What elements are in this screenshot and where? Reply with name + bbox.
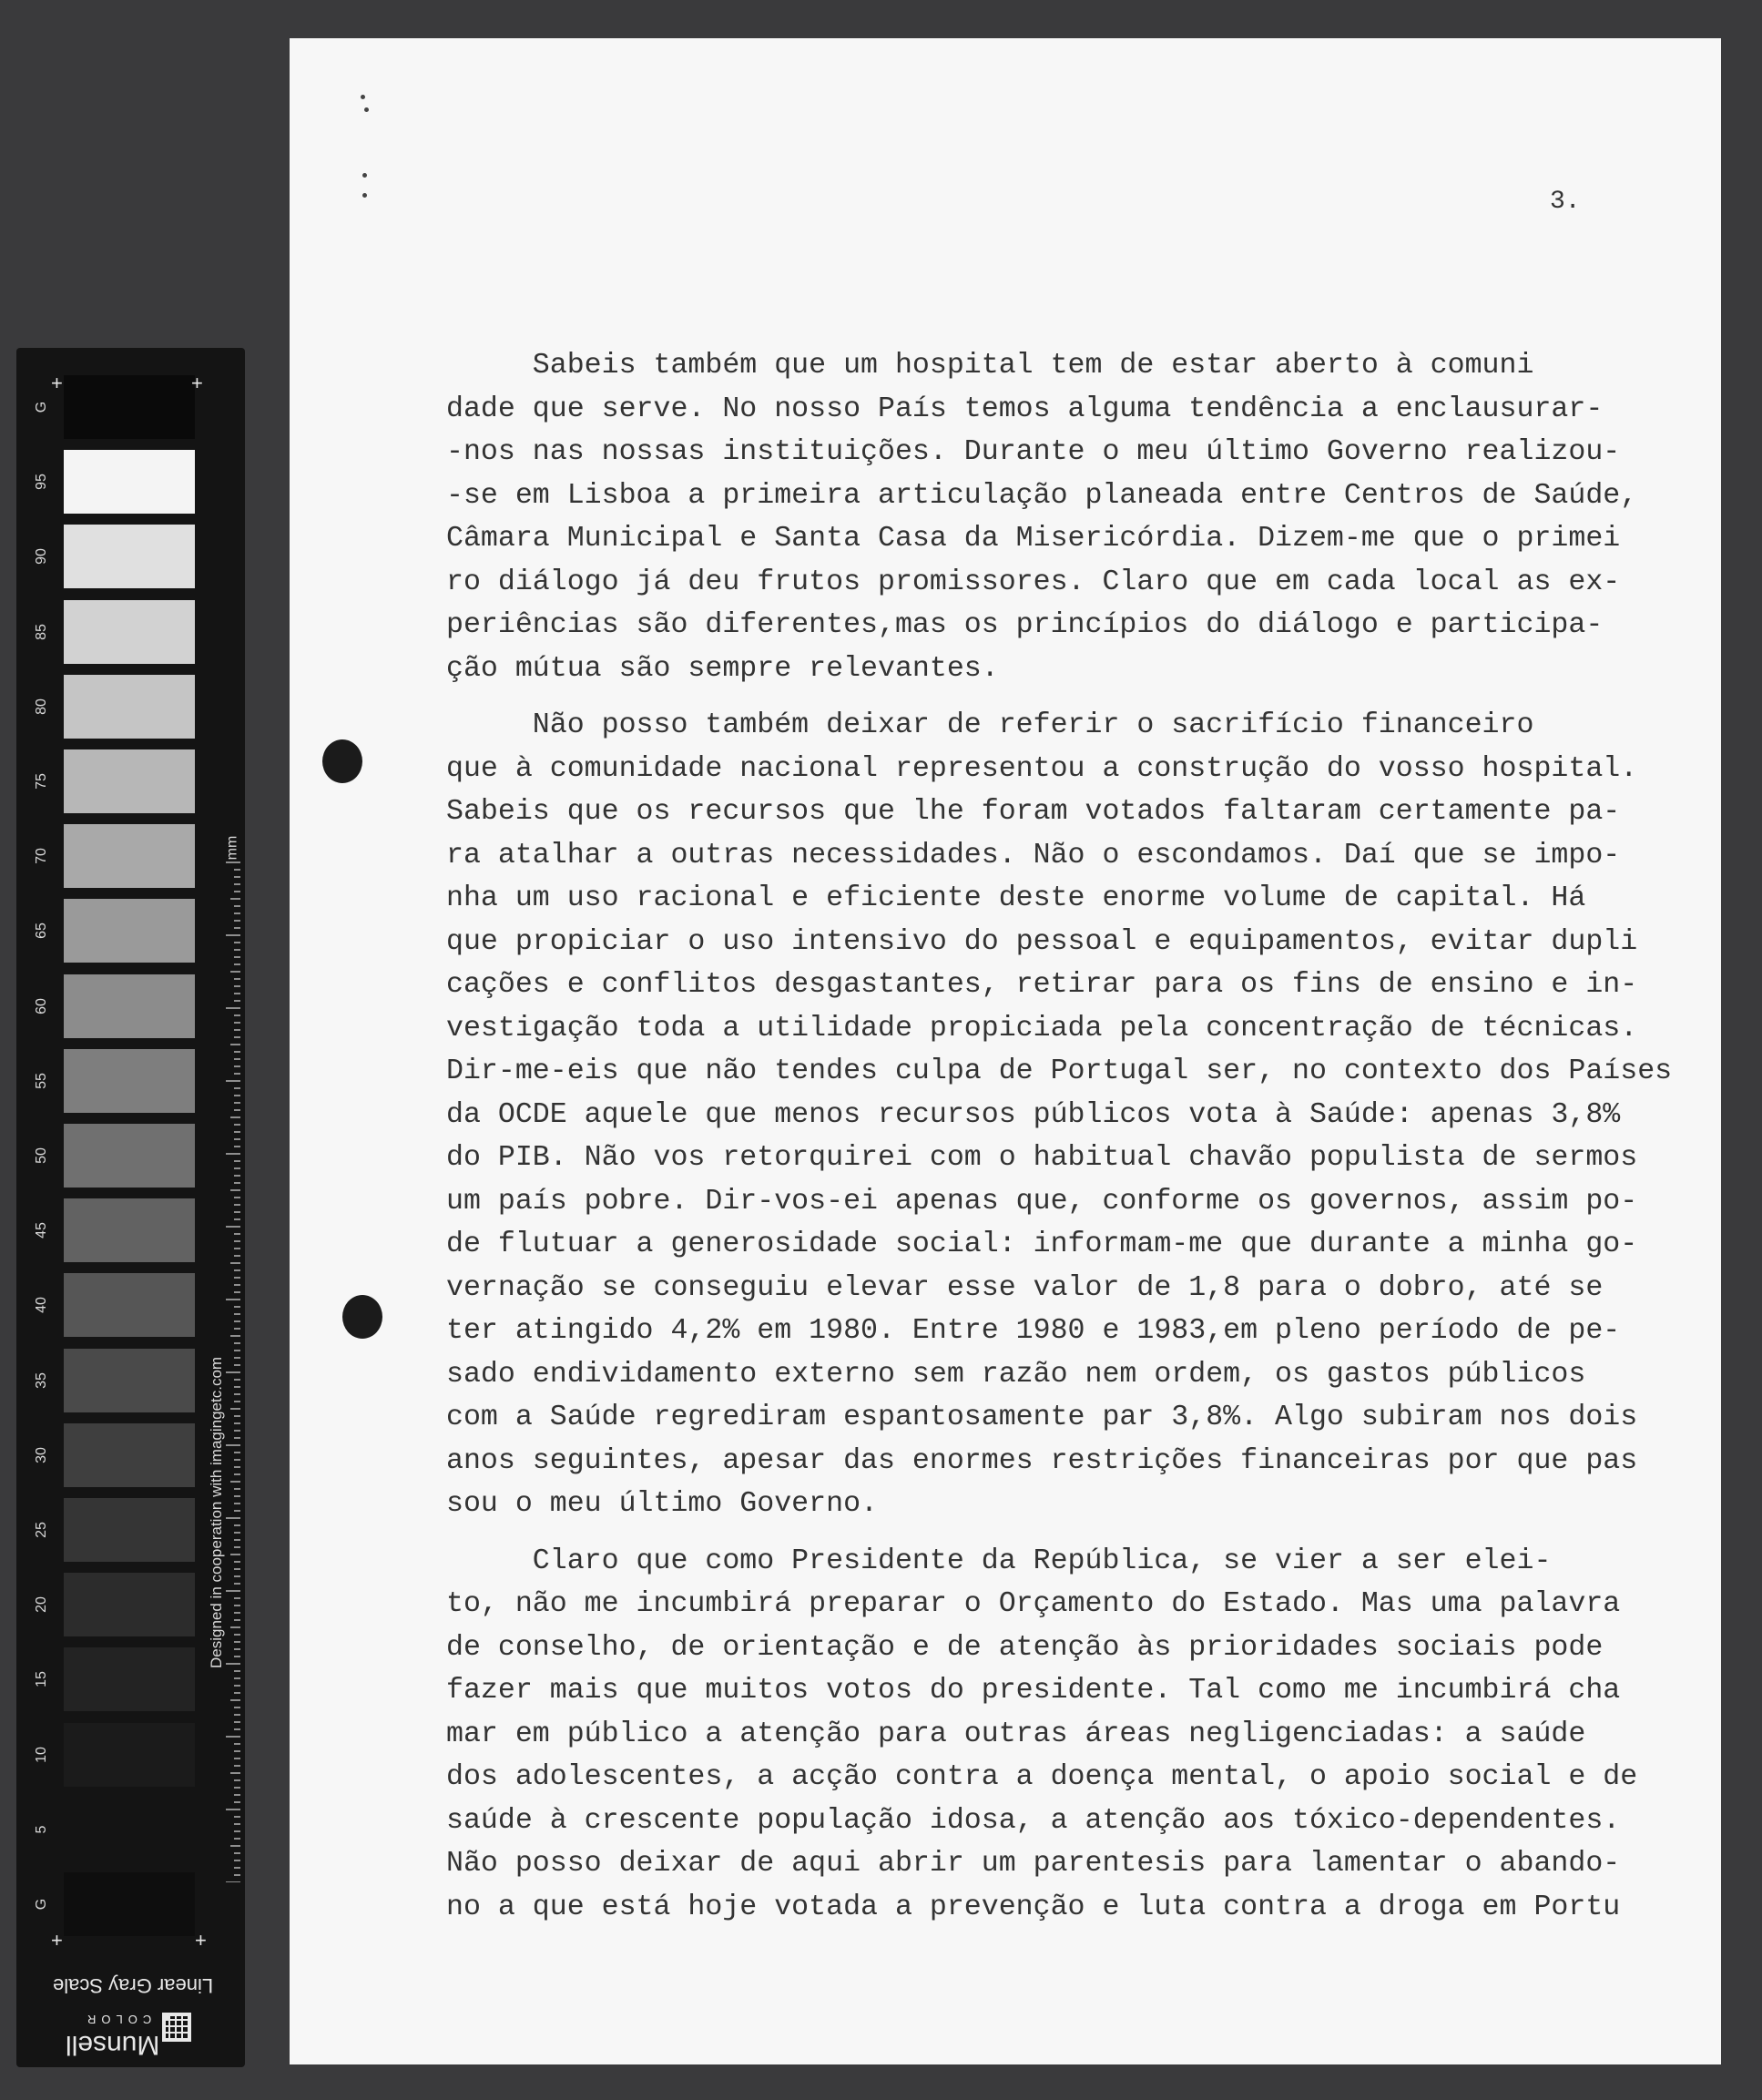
- text-line: ro diálogo já deu frutos promissores. Claro que em cada local as ex-: [446, 566, 1621, 598]
- text-line: anos seguintes, apesar das enormes restrições financeiras por que pas: [446, 1444, 1638, 1477]
- plus-mark: +: [51, 1929, 63, 1952]
- gray-scale-number: 15: [34, 1671, 49, 1688]
- text-line: de flutuar a generosidade social: informam-me que durante a minha go-: [446, 1228, 1638, 1260]
- paragraph: [446, 704, 1721, 1526]
- gray-scale-number: 20: [34, 1596, 49, 1614]
- text-line: periências são diferentes,mas os princípios do diálogo e participa-: [446, 609, 1604, 641]
- gray-swatch: [64, 1647, 195, 1711]
- text-line: fazer mais que muitos votos do presidente. Tal como me incumbirá cha: [446, 1675, 1621, 1707]
- text-line: no a que está hoje votada a prevenção e luta contra a droga em Portu: [446, 1891, 1621, 1923]
- text-line: com a Saúde regrediram espantosamente par 3,8%. Algo subiram nos dois: [446, 1402, 1638, 1433]
- designed-by-text: Designed in cooperation with imagingetc.com: [208, 1356, 225, 1668]
- gray-swatch: [64, 824, 195, 888]
- text-line: sou o meu último Governo.: [446, 1488, 878, 1520]
- gray-swatch: [64, 1723, 195, 1787]
- gray-scale-card: [16, 348, 245, 2067]
- plus-mark: +: [51, 372, 63, 394]
- gray-swatch: [64, 749, 195, 813]
- text-line: dos adolescentes, a acção contra a doença mental, o apoio social e de: [446, 1761, 1638, 1793]
- gray-scale-number: 55: [34, 1072, 49, 1089]
- text-line: -nos nas nossas instituições. Durante o meu último Governo realizou-: [446, 436, 1621, 468]
- gray-swatch: [64, 1349, 195, 1412]
- gray-swatch: [64, 675, 195, 739]
- gray-swatch: [64, 1049, 195, 1113]
- gray-scale-number: 35: [34, 1371, 49, 1389]
- gray-scale-number: 75: [34, 773, 49, 790]
- text-line: Não posso também deixar de referir o sacrifício financeiro: [446, 709, 1534, 741]
- gray-scale-number: 5: [34, 1825, 49, 1834]
- gray-scale-number: 45: [34, 1222, 49, 1239]
- text-line: de conselho, de orientação e de atenção às prioridades sociais pode: [446, 1631, 1604, 1664]
- text-line: -se em Lisboa a primeira articulação planeada entre Centros de Saúde,: [446, 479, 1638, 512]
- gray-scale-number: 30: [34, 1446, 49, 1463]
- gray-swatch: [64, 1573, 195, 1636]
- text-line: mar em público a atenção para outras áreas negligenciadas: a saúde: [446, 1718, 1586, 1750]
- text-line: Sabeis que os recursos que lhe foram votados faltaram certamente pa-: [446, 796, 1621, 828]
- gray-swatch: [64, 1423, 195, 1487]
- mm-label: mm: [224, 835, 240, 861]
- text-line: um país pobre. Dir-vos-ei apenas que, conforme os governos, assim po-: [446, 1185, 1638, 1218]
- gray-scale-number: 50: [34, 1147, 49, 1164]
- text-line: cações e conflitos desgastantes, retirar para os fins de ensino e in-: [446, 969, 1638, 1001]
- text-line: Não posso deixar de aqui abrir um parentesis para lamentar o abando-: [446, 1848, 1621, 1880]
- paragraph: [446, 344, 1721, 690]
- gray-swatch: [64, 525, 195, 588]
- paper-speck: [362, 193, 367, 198]
- gray-swatch: [64, 899, 195, 963]
- text-line: Dir-me-eis que não tendes culpa de Portugal ser, no contexto dos Países: [446, 1055, 1673, 1087]
- munsell-logo-icon: [162, 2013, 191, 2042]
- punch-hole: [322, 739, 362, 783]
- plus-mark: +: [191, 372, 203, 394]
- gray-swatch: [64, 375, 195, 439]
- gray-scale-number: 65: [34, 923, 49, 940]
- brand-scale-text: Linear Gray Scale: [53, 1974, 214, 1997]
- text-line: dade que serve. No nosso País temos alguma tendência a enclausurar-: [446, 392, 1604, 425]
- text-line: da OCDE aquele que menos recursos públicos vota à Saúde: apenas 3,8%: [446, 1098, 1621, 1131]
- text-line: ter atingido 4,2% em 1980. Entre 1980 e 1983,em pleno período de pe-: [446, 1315, 1621, 1347]
- page-number: 3.: [1550, 188, 1581, 216]
- punch-hole: [342, 1295, 382, 1339]
- gray-scale-number: 85: [34, 623, 49, 640]
- gray-scale-number: 70: [34, 848, 49, 865]
- mm-ruler: [224, 858, 240, 1882]
- text-line: Câmara Municipal e Santa Casa da Misericórdia. Dizem-me que o primei: [446, 523, 1621, 555]
- brand-name-text: Munsell: [66, 2030, 160, 2060]
- gray-swatch: [64, 1798, 195, 1861]
- gray-scale-number: 60: [34, 997, 49, 1014]
- gray-swatch: [64, 450, 195, 514]
- gray-swatch: [64, 1498, 195, 1562]
- document-body: [446, 344, 1721, 1942]
- gray-swatch: [64, 974, 195, 1038]
- text-line: vestigação toda a utilidade propiciada pela concentração de técnicas.: [446, 1012, 1638, 1045]
- text-line: saúde à crescente população idosa, a atenção aos tóxico-dependentes.: [446, 1804, 1621, 1837]
- gray-swatch: [64, 1273, 195, 1337]
- gray-swatch: [64, 1124, 195, 1188]
- brand-color-text: COLOR: [82, 2013, 152, 2026]
- paper-speck: [361, 95, 365, 99]
- paper-speck: [362, 173, 367, 178]
- text-line: nha um uso racional e eficiente deste enorme volume de capital. Há: [446, 882, 1586, 914]
- text-line: vernação se conseguiu elevar esse valor de 1,8 para o dobro, até se: [446, 1271, 1604, 1304]
- gray-swatch: [64, 1198, 195, 1262]
- text-line: sado endividamento externo sem razão nem ordem, os gastos públicos: [446, 1358, 1586, 1391]
- gray-swatch: [64, 600, 195, 664]
- text-line: Claro que como Presidente da República, se vier a ser elei-: [446, 1544, 1552, 1577]
- text-line: do PIB. Não vos retorquirei com o habitual chavão populista de sermos: [446, 1142, 1638, 1174]
- gray-scale-number: 25: [34, 1522, 49, 1538]
- gray-scale-number: 95: [34, 474, 49, 491]
- paper-speck: [364, 107, 369, 112]
- gray-scale-number: 40: [34, 1297, 49, 1314]
- text-line: ção mútua são sempre relevantes.: [446, 652, 999, 685]
- paragraph: [446, 1540, 1721, 1930]
- text-line: ra atalhar a outras necessidades. Não o escondamos. Daí que se impo-: [446, 839, 1621, 872]
- plus-mark: +: [195, 1929, 207, 1952]
- gray-scale-number: 10: [34, 1746, 49, 1763]
- gray-scale-number: 80: [34, 698, 49, 715]
- text-line: to, não me incumbirá preparar o Orçamento do Estado. Mas uma palavra: [446, 1588, 1621, 1620]
- text-line: que à comunidade nacional representou a construção do vosso hospital.: [446, 752, 1638, 785]
- gray-scale-number: G: [34, 1898, 49, 1911]
- gray-swatch: [64, 1872, 195, 1936]
- gray-scale-number: 90: [34, 548, 49, 566]
- text-line: que propiciar o uso intensivo do pessoal e equipamentos, evitar dupli: [446, 925, 1638, 958]
- gray-scale-number: G: [34, 401, 49, 413]
- text-line: Sabeis também que um hospital tem de estar aberto à comuni: [446, 350, 1534, 382]
